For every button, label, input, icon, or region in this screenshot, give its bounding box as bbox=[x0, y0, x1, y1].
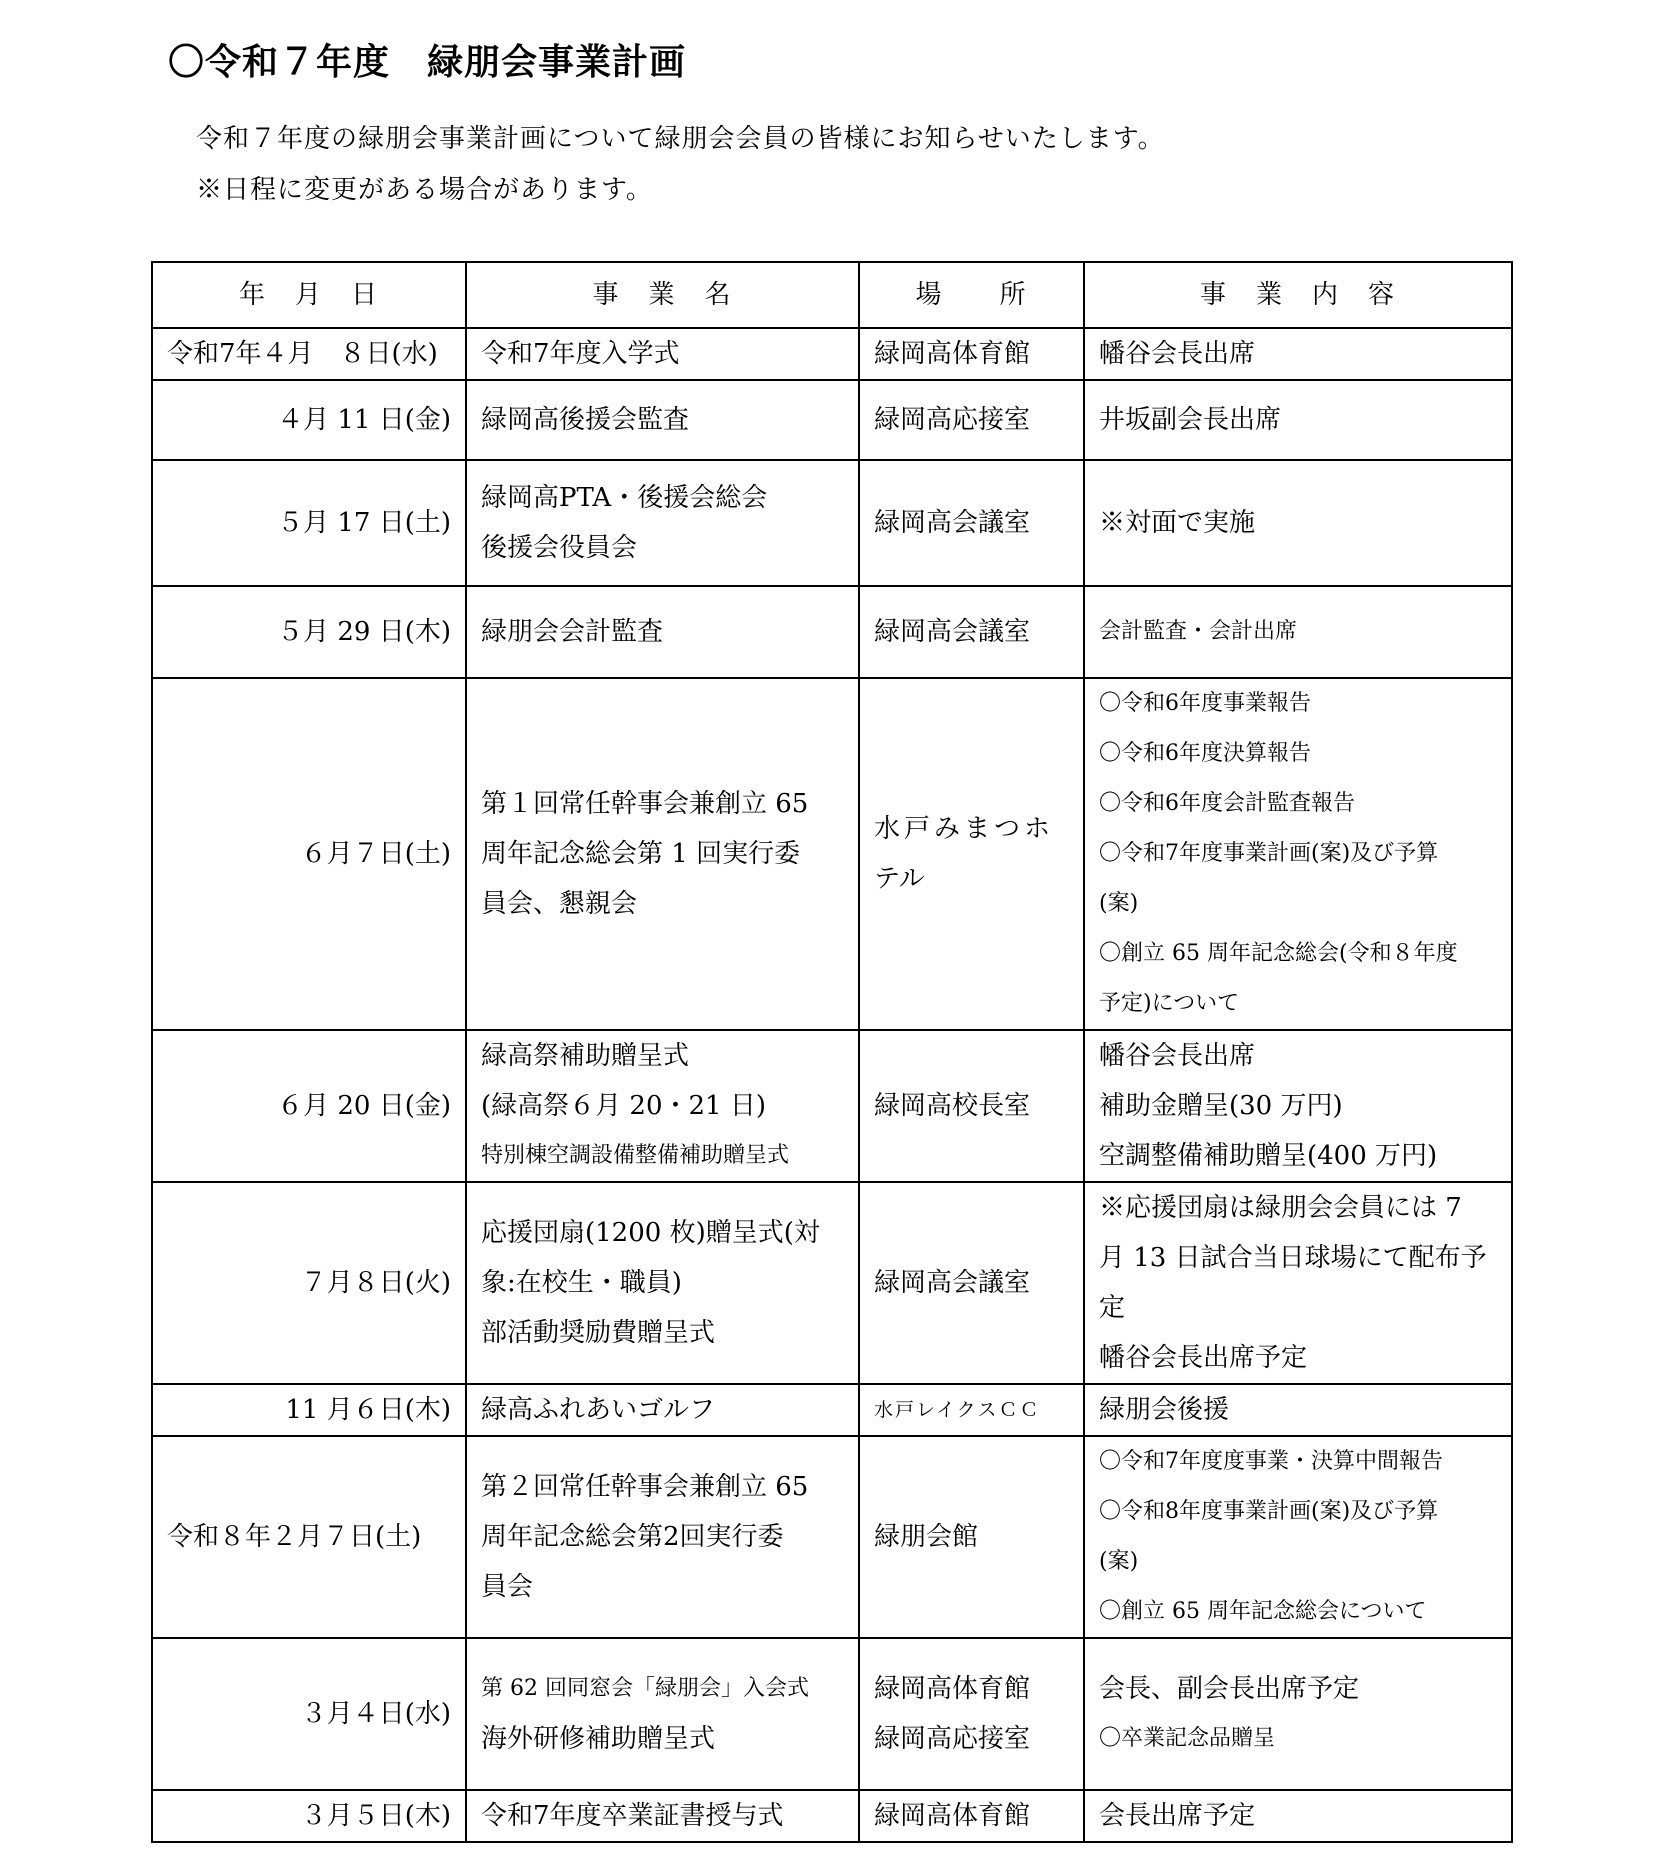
event-detail-line: 予定)について bbox=[1099, 991, 1240, 1016]
header-event-name: 事 業 名 bbox=[466, 262, 859, 328]
event-place-line: 緑岡高体育館 bbox=[874, 1801, 1031, 1831]
event-name-line: 緑朋会会計監査 bbox=[481, 617, 664, 647]
event-place-line: 緑岡高校長室 bbox=[874, 1091, 1031, 1121]
event-detail-line: 〇令和8年度事業計画(案)及び予算 bbox=[1099, 1499, 1439, 1524]
event-place bbox=[859, 1790, 1084, 1842]
event-name-line: 緑高祭補助贈呈式 bbox=[481, 1041, 690, 1071]
table-row bbox=[152, 1790, 1512, 1842]
event-name bbox=[466, 380, 859, 460]
event-place bbox=[859, 380, 1084, 460]
table-row bbox=[152, 1182, 1512, 1384]
event-place bbox=[859, 1384, 1084, 1436]
event-detail bbox=[1084, 1030, 1512, 1182]
event-detail-line: ※応援団扇は緑朋会会員には 7 bbox=[1099, 1193, 1462, 1223]
event-place-line: 緑岡高応接室 bbox=[874, 405, 1031, 435]
event-detail bbox=[1084, 586, 1512, 678]
event-date: 令和８年２月７日(土) bbox=[152, 1436, 466, 1638]
event-detail-line: 定 bbox=[1099, 1293, 1126, 1323]
event-detail-line: 月 13 日試合当日球場にて配布予 bbox=[1099, 1243, 1487, 1273]
table-row bbox=[152, 1030, 1512, 1182]
event-detail-line: 〇令和7年度事業計画(案)及び予算 bbox=[1099, 841, 1439, 866]
event-date: ３月５日(木) bbox=[152, 1790, 466, 1842]
event-detail bbox=[1084, 380, 1512, 460]
event-detail bbox=[1084, 1638, 1512, 1790]
event-name-line: 員会、懇親会 bbox=[481, 889, 638, 919]
event-name-line: 令和7年度卒業証書授与式 bbox=[481, 1801, 784, 1831]
event-place bbox=[859, 586, 1084, 678]
event-name-line: 周年記念総会第 1 回実行委 bbox=[481, 839, 801, 869]
event-name bbox=[466, 1182, 859, 1384]
header-event-detail: 事 業 内 容 bbox=[1084, 262, 1512, 328]
event-name-line: 緑高ふれあいゴルフ bbox=[481, 1395, 716, 1425]
event-detail-line: 会長、副会長出席予定 bbox=[1099, 1674, 1360, 1704]
event-detail bbox=[1084, 460, 1512, 586]
event-place-line: テル bbox=[874, 864, 925, 894]
intro-text: 令和７年度の緑朋会事業計画について緑朋会会員の皆様にお知らせいたします。 bbox=[196, 124, 1165, 154]
event-place-line: 水戸レイクスＣＣ bbox=[874, 1399, 1041, 1421]
event-date: 11 月６日(木) bbox=[152, 1384, 466, 1436]
header-date: 年 月 日 bbox=[152, 262, 466, 328]
event-name-line: 応援団扇(1200 枚)贈呈式(対 bbox=[481, 1218, 820, 1248]
event-place-line: 緑岡高会議室 bbox=[874, 508, 1031, 538]
event-name bbox=[466, 1638, 859, 1790]
event-detail-line: ※対面で実施 bbox=[1099, 508, 1256, 538]
event-detail bbox=[1084, 1790, 1512, 1842]
event-place bbox=[859, 328, 1084, 380]
event-name-line: 部活動奨励費贈呈式 bbox=[481, 1318, 716, 1348]
event-detail-line: 空調整備補助贈呈(400 万円) bbox=[1099, 1141, 1438, 1171]
event-detail-line: 〇卒業記念品贈呈 bbox=[1099, 1726, 1276, 1751]
table-row bbox=[152, 460, 1512, 586]
event-name bbox=[466, 1436, 859, 1638]
table-header-row bbox=[152, 262, 1512, 328]
event-detail-line: 幡谷会長出席予定 bbox=[1099, 1343, 1308, 1373]
event-detail bbox=[1084, 1436, 1512, 1638]
page-title: 〇令和７年度 緑朋会事業計画 bbox=[168, 42, 687, 83]
event-detail-line: 〇令和6年度決算報告 bbox=[1099, 741, 1311, 766]
event-place-line: 緑岡高応接室 bbox=[874, 1724, 1031, 1754]
event-date: ３月４日(水) bbox=[152, 1638, 466, 1790]
event-place bbox=[859, 1436, 1084, 1638]
event-place bbox=[859, 1030, 1084, 1182]
event-name-line: 海外研修補助贈呈式 bbox=[481, 1724, 716, 1754]
event-detail-line: 会計監査・会計出席 bbox=[1099, 619, 1298, 644]
event-name-line: 後援会役員会 bbox=[481, 533, 638, 563]
event-name bbox=[466, 1790, 859, 1842]
event-name bbox=[466, 1030, 859, 1182]
event-detail bbox=[1084, 678, 1512, 1030]
event-place-line: 緑岡高会議室 bbox=[874, 617, 1031, 647]
event-name-line: 令和7年度入学式 bbox=[481, 339, 680, 369]
event-detail-line: 会長出席予定 bbox=[1099, 1801, 1256, 1831]
event-name-line: 特別棟空調設備整備補助贈呈式 bbox=[481, 1143, 790, 1168]
table-row bbox=[152, 1638, 1512, 1790]
table-row bbox=[152, 328, 1512, 380]
event-name-line: (緑高祭６月 20・21 日) bbox=[481, 1091, 766, 1121]
event-detail-line: (案) bbox=[1099, 1549, 1139, 1574]
event-name bbox=[466, 460, 859, 586]
event-detail-line: 幡谷会長出席 bbox=[1099, 1041, 1256, 1071]
table-row bbox=[152, 380, 1512, 460]
table-row bbox=[152, 586, 1512, 678]
event-detail-line: 〇創立 65 周年記念総会について bbox=[1099, 1599, 1427, 1624]
event-detail-line: 補助金贈呈(30 万円) bbox=[1099, 1091, 1343, 1121]
event-name bbox=[466, 678, 859, 1030]
event-name-line: 象:在校生・職員) bbox=[481, 1268, 682, 1298]
event-detail bbox=[1084, 1182, 1512, 1384]
event-name-line: 周年記念総会第2回実行委 bbox=[481, 1522, 784, 1552]
table-row bbox=[152, 678, 1512, 1030]
event-date: ７月８日(火) bbox=[152, 1182, 466, 1384]
event-date: ５月 29 日(木) bbox=[152, 586, 466, 678]
event-place-line: 緑朋会館 bbox=[874, 1522, 979, 1552]
event-name-line: 員会 bbox=[481, 1572, 534, 1602]
event-place-line: 緑岡高体育館 bbox=[874, 339, 1031, 369]
header-place: 場 所 bbox=[859, 262, 1084, 328]
event-place-line: 緑岡高会議室 bbox=[874, 1268, 1031, 1298]
event-plan-table bbox=[151, 261, 1513, 1843]
event-detail-line: 〇令和7年度度事業・決算中間報告 bbox=[1099, 1449, 1443, 1474]
event-detail bbox=[1084, 1384, 1512, 1436]
event-name-line: 緑岡高PTA・後援会総会 bbox=[481, 483, 768, 513]
event-name-line: 第１回常任幹事会兼創立 65 bbox=[481, 789, 809, 819]
schedule-change-note: ※日程に変更がある場合があります。 bbox=[196, 175, 653, 205]
event-detail-line: 〇令和6年度事業報告 bbox=[1099, 691, 1311, 716]
event-date: ５月 17 日(土) bbox=[152, 460, 466, 586]
event-date: ６月７日(土) bbox=[152, 678, 466, 1030]
event-detail-line: 幡谷会長出席 bbox=[1099, 339, 1256, 369]
table-row bbox=[152, 1436, 1512, 1638]
event-place-line: 水戸みまつホ bbox=[874, 814, 1055, 844]
event-detail-line: 〇令和6年度会計監査報告 bbox=[1099, 791, 1355, 816]
event-date: 令和7年４月 ８日(水) bbox=[152, 328, 466, 380]
event-detail bbox=[1084, 328, 1512, 380]
event-name-line: 第 62 回同窓会「緑朋会」入会式 bbox=[481, 1676, 809, 1701]
event-name bbox=[466, 328, 859, 380]
event-place bbox=[859, 460, 1084, 586]
table-row bbox=[152, 1384, 1512, 1436]
event-date: ６月 20 日(金) bbox=[152, 1030, 466, 1182]
event-detail-line: 井坂副会長出席 bbox=[1099, 405, 1282, 435]
event-name-line: 第２回常任幹事会兼創立 65 bbox=[481, 1472, 809, 1502]
event-place-line: 緑岡高体育館 bbox=[874, 1674, 1031, 1704]
event-place bbox=[859, 678, 1084, 1030]
event-name-line: 緑岡高後援会監査 bbox=[481, 405, 690, 435]
event-detail-line: 〇創立 65 周年記念総会(令和８年度 bbox=[1099, 941, 1458, 966]
event-detail-line: 緑朋会後援 bbox=[1099, 1395, 1230, 1425]
event-place bbox=[859, 1182, 1084, 1384]
event-detail-line: (案) bbox=[1099, 891, 1139, 916]
event-name bbox=[466, 586, 859, 678]
event-name bbox=[466, 1384, 859, 1436]
event-date: ４月 11 日(金) bbox=[152, 380, 466, 460]
event-place bbox=[859, 1638, 1084, 1790]
